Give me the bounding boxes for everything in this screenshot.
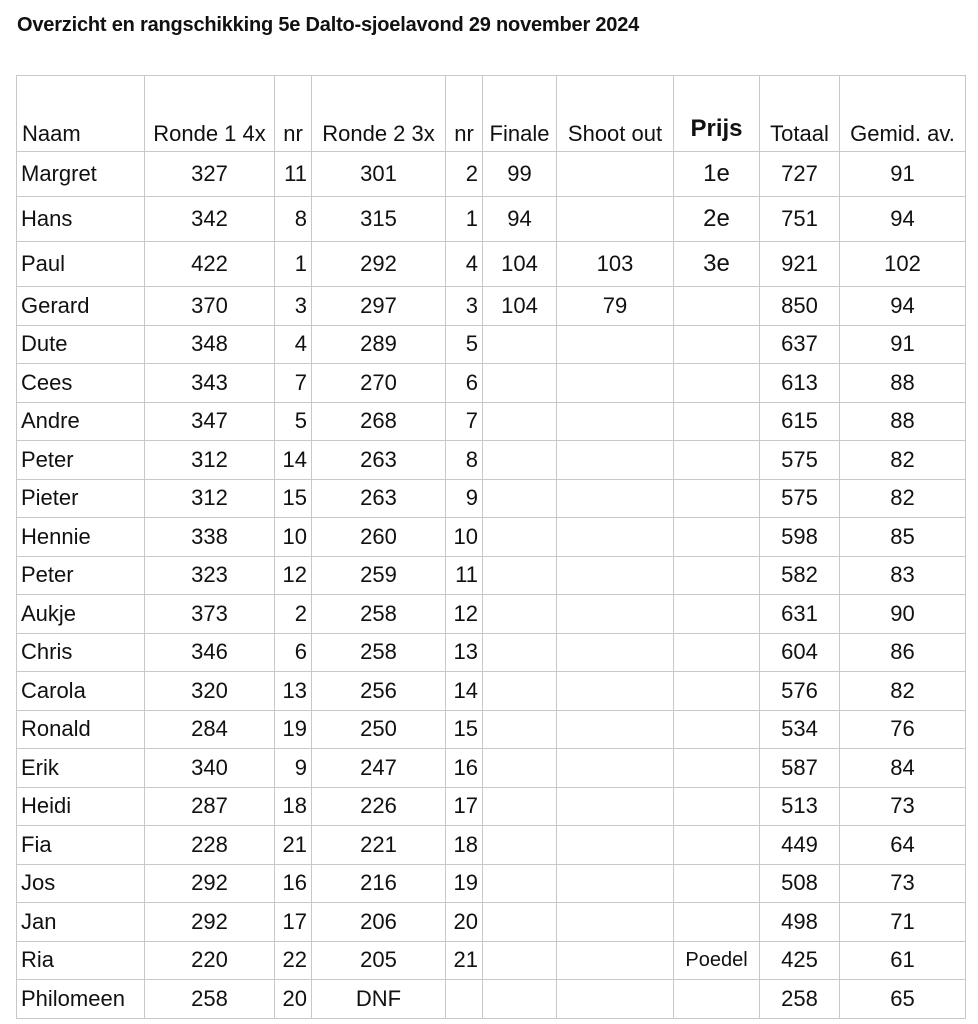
cell-ronde-1: 347 [145, 402, 275, 441]
table-row [17, 980, 966, 1019]
cell-prijs [674, 826, 760, 865]
cell-totaal: 582 [760, 556, 840, 595]
cell-shoot-out [557, 479, 674, 518]
cell-shoot-out [557, 152, 674, 197]
cell-nr-1: 20 [275, 980, 312, 1019]
table-row [17, 710, 966, 749]
cell-gemiddeld: 71 [840, 903, 966, 942]
cell-ronde-1: 348 [145, 325, 275, 364]
header-finale: Finale [483, 76, 557, 152]
cell-nr-1: 6 [275, 633, 312, 672]
cell-prijs [674, 749, 760, 788]
cell-totaal: 576 [760, 672, 840, 711]
cell-ronde-1: 342 [145, 197, 275, 242]
table-row [17, 941, 966, 980]
cell-finale [483, 518, 557, 557]
cell-nr-1: 15 [275, 479, 312, 518]
cell-shoot-out [557, 903, 674, 942]
header-nr-1: nr [275, 76, 312, 152]
cell-finale [483, 787, 557, 826]
cell-prijs [674, 864, 760, 903]
cell-naam: Heidi [17, 787, 145, 826]
cell-naam: Peter [17, 556, 145, 595]
cell-gemiddeld: 88 [840, 402, 966, 441]
cell-prijs [674, 710, 760, 749]
cell-shoot-out [557, 941, 674, 980]
cell-totaal: 598 [760, 518, 840, 557]
cell-finale [483, 402, 557, 441]
cell-naam: Philomeen [17, 980, 145, 1019]
cell-totaal: 604 [760, 633, 840, 672]
header-row [17, 76, 966, 152]
cell-nr-2: 13 [446, 633, 483, 672]
cell-finale [483, 980, 557, 1019]
cell-naam: Jos [17, 864, 145, 903]
cell-ronde-2: 216 [312, 864, 446, 903]
header-shoot-out: Shoot out [557, 76, 674, 152]
cell-ronde-2: DNF [312, 980, 446, 1019]
cell-finale [483, 672, 557, 711]
cell-prijs [674, 518, 760, 557]
cell-finale: 99 [483, 152, 557, 197]
cell-finale: 94 [483, 197, 557, 242]
cell-prijs: 3e [674, 242, 760, 287]
cell-nr-1: 21 [275, 826, 312, 865]
cell-gemiddeld: 61 [840, 941, 966, 980]
cell-nr-1: 18 [275, 787, 312, 826]
cell-naam: Pieter [17, 479, 145, 518]
table-row [17, 441, 966, 480]
cell-gemiddeld: 64 [840, 826, 966, 865]
cell-totaal: 921 [760, 242, 840, 287]
cell-nr-1: 11 [275, 152, 312, 197]
cell-gemiddeld: 82 [840, 441, 966, 480]
cell-nr-2: 4 [446, 242, 483, 287]
cell-finale [483, 826, 557, 865]
cell-ronde-1: 287 [145, 787, 275, 826]
cell-nr-2: 6 [446, 364, 483, 403]
table-row [17, 197, 966, 242]
cell-nr-1: 2 [275, 595, 312, 634]
cell-naam: Hans [17, 197, 145, 242]
table-row [17, 479, 966, 518]
table-row [17, 518, 966, 557]
cell-nr-2: 20 [446, 903, 483, 942]
cell-shoot-out [557, 749, 674, 788]
cell-nr-2: 18 [446, 826, 483, 865]
cell-ronde-1: 327 [145, 152, 275, 197]
cell-gemiddeld: 65 [840, 980, 966, 1019]
cell-ronde-2: 258 [312, 633, 446, 672]
cell-finale: 104 [483, 242, 557, 287]
cell-gemiddeld: 85 [840, 518, 966, 557]
cell-shoot-out: 103 [557, 242, 674, 287]
cell-shoot-out [557, 980, 674, 1019]
cell-nr-2: 19 [446, 864, 483, 903]
cell-nr-1: 5 [275, 402, 312, 441]
cell-nr-1: 19 [275, 710, 312, 749]
cell-totaal: 615 [760, 402, 840, 441]
cell-gemiddeld: 73 [840, 787, 966, 826]
cell-totaal: 534 [760, 710, 840, 749]
cell-nr-1: 17 [275, 903, 312, 942]
cell-naam: Paul [17, 242, 145, 287]
results-table [16, 75, 966, 1019]
cell-totaal: 258 [760, 980, 840, 1019]
cell-nr-2: 16 [446, 749, 483, 788]
cell-nr-2 [446, 980, 483, 1019]
cell-ronde-2: 263 [312, 441, 446, 480]
cell-totaal: 449 [760, 826, 840, 865]
table-row [17, 672, 966, 711]
cell-shoot-out [557, 710, 674, 749]
page-title: Overzicht en rangschikking 5e Dalto-sjoelavond 29 november 2024 [17, 14, 640, 36]
cell-nr-2: 17 [446, 787, 483, 826]
cell-nr-1: 4 [275, 325, 312, 364]
cell-naam: Jan [17, 903, 145, 942]
cell-finale [483, 364, 557, 403]
cell-ronde-2: 263 [312, 479, 446, 518]
cell-nr-2: 15 [446, 710, 483, 749]
cell-prijs [674, 325, 760, 364]
table-row [17, 402, 966, 441]
header-totaal: Totaal [760, 76, 840, 152]
table-row [17, 152, 966, 197]
cell-naam: Cees [17, 364, 145, 403]
results-body [17, 152, 966, 1019]
cell-nr-2: 3 [446, 287, 483, 326]
cell-nr-1: 14 [275, 441, 312, 480]
cell-naam: Ronald [17, 710, 145, 749]
cell-finale [483, 556, 557, 595]
cell-naam: Carola [17, 672, 145, 711]
cell-nr-1: 3 [275, 287, 312, 326]
cell-totaal: 850 [760, 287, 840, 326]
cell-ronde-1: 370 [145, 287, 275, 326]
cell-shoot-out [557, 364, 674, 403]
table-row [17, 826, 966, 865]
cell-finale [483, 864, 557, 903]
cell-nr-2: 7 [446, 402, 483, 441]
cell-ronde-1: 228 [145, 826, 275, 865]
cell-shoot-out [557, 864, 674, 903]
cell-shoot-out [557, 595, 674, 634]
cell-shoot-out: 79 [557, 287, 674, 326]
cell-finale [483, 595, 557, 634]
cell-shoot-out [557, 787, 674, 826]
cell-prijs: 1e [674, 152, 760, 197]
cell-ronde-1: 258 [145, 980, 275, 1019]
cell-ronde-1: 312 [145, 479, 275, 518]
cell-prijs: 2e [674, 197, 760, 242]
cell-nr-2: 14 [446, 672, 483, 711]
table-row [17, 325, 966, 364]
cell-nr-1: 12 [275, 556, 312, 595]
cell-naam: Aukje [17, 595, 145, 634]
cell-finale [483, 710, 557, 749]
cell-naam: Peter [17, 441, 145, 480]
cell-shoot-out [557, 402, 674, 441]
cell-finale [483, 633, 557, 672]
table-row [17, 787, 966, 826]
cell-totaal: 513 [760, 787, 840, 826]
cell-gemiddeld: 91 [840, 325, 966, 364]
cell-prijs [674, 787, 760, 826]
cell-ronde-2: 258 [312, 595, 446, 634]
cell-totaal: 575 [760, 441, 840, 480]
cell-prijs [674, 672, 760, 711]
cell-nr-2: 8 [446, 441, 483, 480]
cell-nr-1: 9 [275, 749, 312, 788]
cell-ronde-1: 292 [145, 864, 275, 903]
cell-gemiddeld: 102 [840, 242, 966, 287]
table-row [17, 903, 966, 942]
cell-totaal: 727 [760, 152, 840, 197]
cell-gemiddeld: 90 [840, 595, 966, 634]
table-row [17, 749, 966, 788]
table-row [17, 242, 966, 287]
cell-nr-2: 2 [446, 152, 483, 197]
cell-ronde-1: 284 [145, 710, 275, 749]
cell-shoot-out [557, 441, 674, 480]
cell-naam: Hennie [17, 518, 145, 557]
cell-ronde-2: 247 [312, 749, 446, 788]
cell-prijs [674, 479, 760, 518]
table-row [17, 864, 966, 903]
cell-finale [483, 479, 557, 518]
cell-prijs [674, 441, 760, 480]
cell-shoot-out [557, 325, 674, 364]
cell-ronde-1: 338 [145, 518, 275, 557]
cell-nr-2: 21 [446, 941, 483, 980]
cell-naam: Margret [17, 152, 145, 197]
cell-nr-2: 12 [446, 595, 483, 634]
table-row [17, 633, 966, 672]
cell-ronde-2: 301 [312, 152, 446, 197]
cell-prijs [674, 364, 760, 403]
cell-ronde-2: 250 [312, 710, 446, 749]
cell-shoot-out [557, 826, 674, 865]
table-row [17, 287, 966, 326]
cell-ronde-1: 422 [145, 242, 275, 287]
cell-gemiddeld: 88 [840, 364, 966, 403]
cell-gemiddeld: 83 [840, 556, 966, 595]
cell-ronde-1: 220 [145, 941, 275, 980]
cell-nr-2: 10 [446, 518, 483, 557]
cell-ronde-1: 340 [145, 749, 275, 788]
cell-gemiddeld: 86 [840, 633, 966, 672]
header-nr-2: nr [446, 76, 483, 152]
cell-totaal: 498 [760, 903, 840, 942]
cell-ronde-1: 312 [145, 441, 275, 480]
cell-gemiddeld: 84 [840, 749, 966, 788]
cell-prijs: Poedel [674, 941, 760, 980]
cell-totaal: 613 [760, 364, 840, 403]
cell-ronde-2: 289 [312, 325, 446, 364]
cell-nr-1: 16 [275, 864, 312, 903]
cell-ronde-2: 226 [312, 787, 446, 826]
cell-prijs [674, 980, 760, 1019]
cell-nr-1: 13 [275, 672, 312, 711]
cell-naam: Erik [17, 749, 145, 788]
cell-ronde-2: 206 [312, 903, 446, 942]
table-row [17, 595, 966, 634]
cell-nr-1: 22 [275, 941, 312, 980]
cell-finale [483, 903, 557, 942]
cell-ronde-1: 343 [145, 364, 275, 403]
cell-totaal: 575 [760, 479, 840, 518]
header-ronde-1: Ronde 1 4x [145, 76, 275, 152]
cell-ronde-1: 320 [145, 672, 275, 711]
header-ronde-2: Ronde 2 3x [312, 76, 446, 152]
cell-ronde-2: 315 [312, 197, 446, 242]
cell-ronde-2: 221 [312, 826, 446, 865]
cell-nr-2: 1 [446, 197, 483, 242]
cell-ronde-2: 260 [312, 518, 446, 557]
cell-naam: Fia [17, 826, 145, 865]
cell-naam: Ria [17, 941, 145, 980]
cell-prijs [674, 633, 760, 672]
cell-gemiddeld: 82 [840, 672, 966, 711]
cell-prijs [674, 287, 760, 326]
cell-prijs [674, 595, 760, 634]
cell-ronde-2: 292 [312, 242, 446, 287]
cell-naam: Andre [17, 402, 145, 441]
cell-naam: Chris [17, 633, 145, 672]
cell-gemiddeld: 94 [840, 197, 966, 242]
cell-naam: Dute [17, 325, 145, 364]
cell-prijs [674, 556, 760, 595]
cell-nr-2: 11 [446, 556, 483, 595]
cell-finale: 104 [483, 287, 557, 326]
cell-totaal: 508 [760, 864, 840, 903]
cell-ronde-1: 346 [145, 633, 275, 672]
table-row [17, 556, 966, 595]
cell-totaal: 751 [760, 197, 840, 242]
cell-ronde-1: 292 [145, 903, 275, 942]
cell-prijs [674, 903, 760, 942]
cell-nr-1: 7 [275, 364, 312, 403]
cell-finale [483, 441, 557, 480]
cell-naam: Gerard [17, 287, 145, 326]
cell-ronde-2: 268 [312, 402, 446, 441]
header-naam: Naam [17, 76, 145, 152]
cell-finale [483, 325, 557, 364]
cell-nr-1: 10 [275, 518, 312, 557]
cell-ronde-1: 373 [145, 595, 275, 634]
cell-totaal: 631 [760, 595, 840, 634]
cell-shoot-out [557, 197, 674, 242]
cell-shoot-out [557, 556, 674, 595]
cell-gemiddeld: 76 [840, 710, 966, 749]
cell-gemiddeld: 91 [840, 152, 966, 197]
cell-shoot-out [557, 672, 674, 711]
header-gemiddeld: Gemid. av. [840, 76, 966, 152]
cell-totaal: 425 [760, 941, 840, 980]
cell-gemiddeld: 82 [840, 479, 966, 518]
cell-gemiddeld: 94 [840, 287, 966, 326]
table-row [17, 364, 966, 403]
cell-ronde-2: 256 [312, 672, 446, 711]
cell-ronde-2: 259 [312, 556, 446, 595]
cell-totaal: 637 [760, 325, 840, 364]
cell-ronde-2: 270 [312, 364, 446, 403]
cell-gemiddeld: 73 [840, 864, 966, 903]
cell-nr-2: 9 [446, 479, 483, 518]
cell-ronde-2: 205 [312, 941, 446, 980]
cell-nr-2: 5 [446, 325, 483, 364]
cell-finale [483, 941, 557, 980]
cell-nr-1: 1 [275, 242, 312, 287]
cell-ronde-2: 297 [312, 287, 446, 326]
cell-ronde-1: 323 [145, 556, 275, 595]
cell-totaal: 587 [760, 749, 840, 788]
cell-shoot-out [557, 633, 674, 672]
cell-nr-1: 8 [275, 197, 312, 242]
header-prijs: Prijs [674, 76, 760, 152]
cell-finale [483, 749, 557, 788]
cell-prijs [674, 402, 760, 441]
cell-shoot-out [557, 518, 674, 557]
